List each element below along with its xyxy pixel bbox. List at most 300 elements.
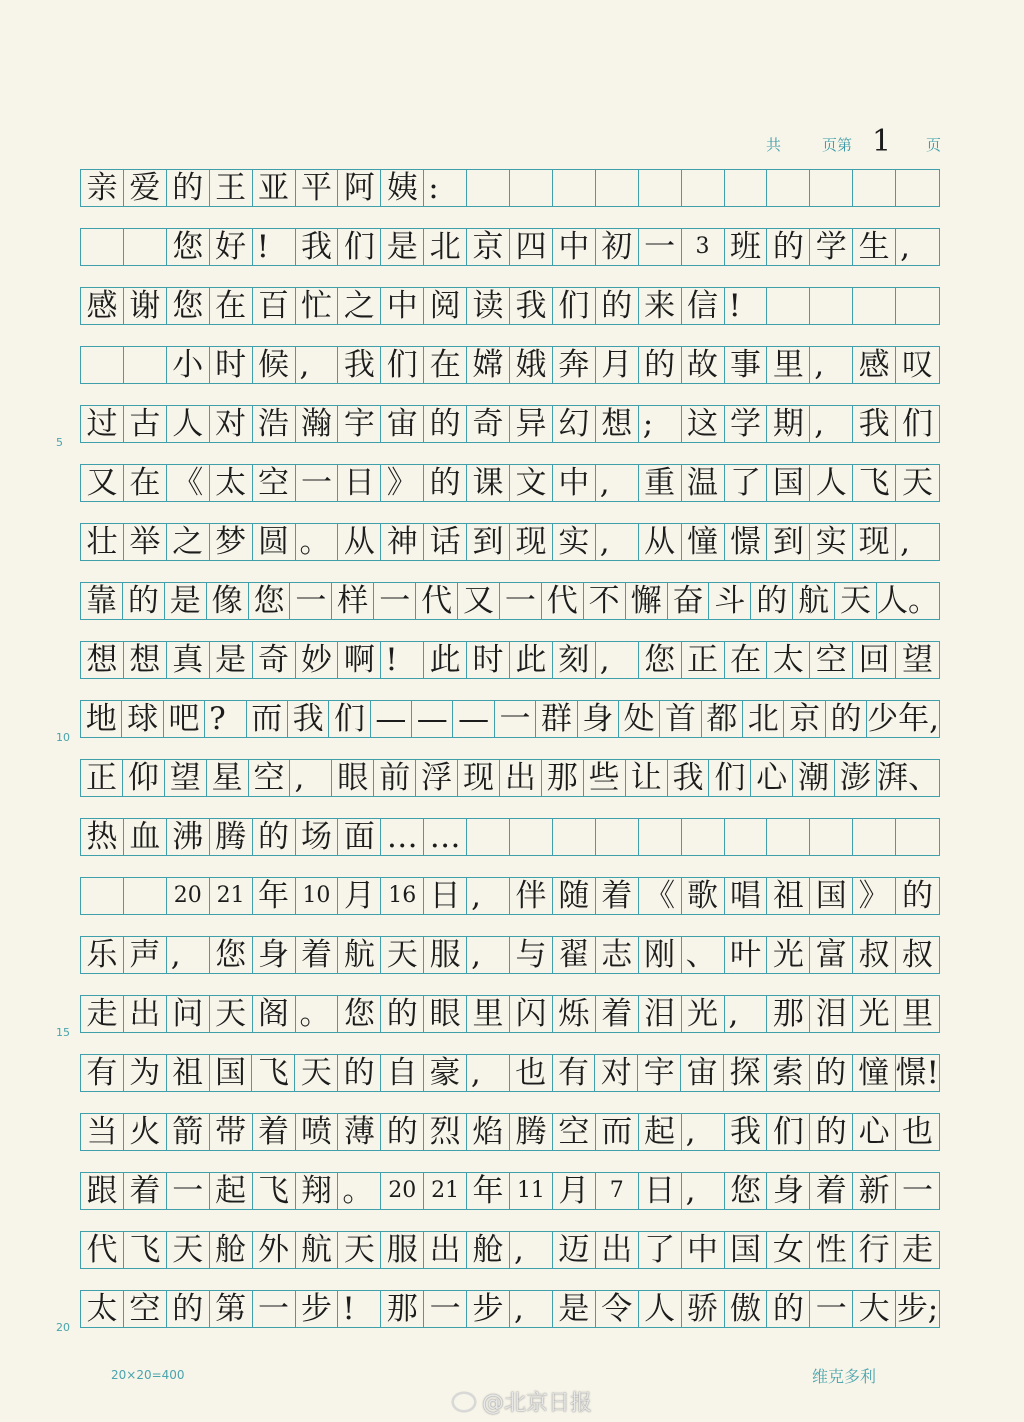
grid-cell: 现: [458, 760, 500, 796]
grid-row: [80, 936, 940, 974]
page-number-label: 页第: [822, 136, 853, 154]
grid-cell: 着: [124, 1173, 167, 1209]
grid-cell: 一: [495, 701, 536, 737]
grid-cell: 您: [725, 1173, 768, 1209]
grid-cell: 过: [81, 406, 124, 442]
grid-row: [80, 1172, 940, 1210]
grid-cell: 一: [500, 583, 542, 619]
grid-cell: 航: [338, 937, 381, 973]
grid-cell: 又: [81, 465, 124, 501]
grid-cell: 到: [767, 524, 810, 560]
grid-cell: 的: [810, 1114, 853, 1150]
grid-cell: 湃、: [877, 759, 939, 796]
grid-cell: 代: [81, 1232, 124, 1268]
grid-cell: 候: [253, 347, 296, 383]
grid-cell: [596, 170, 639, 206]
grid-cell: 们: [381, 347, 424, 383]
grid-cell: 探: [724, 1055, 767, 1091]
grid-cell: 生: [853, 229, 896, 265]
grid-cell: 梦: [210, 524, 253, 560]
grid-cell: 古: [124, 406, 167, 442]
grid-cell: 在: [124, 465, 167, 501]
grid-cell: 正: [81, 760, 123, 796]
grid-cell: 让: [626, 760, 668, 796]
grid-cell: 着: [296, 937, 339, 973]
grid-cell: 叔: [902, 936, 934, 973]
grid-cell: 一: [290, 583, 332, 619]
grid-cell: 那: [542, 760, 584, 796]
grid-cell: 人: [639, 1291, 682, 1327]
grid-cell: 歌: [682, 878, 725, 914]
grid-cell: 中: [553, 465, 596, 501]
grid-cell: 天: [167, 1232, 210, 1268]
grid-cell: 的: [639, 347, 682, 383]
grid-cell: 火: [124, 1114, 167, 1150]
grid-row: [80, 464, 940, 502]
grid-cell: 空: [253, 465, 296, 501]
grid-cell: 对: [210, 406, 253, 442]
grid-cell: 刻: [553, 642, 596, 678]
grid-cell: 月: [553, 1173, 596, 1209]
grid-cell: :: [424, 170, 467, 206]
grid-cell: [896, 819, 939, 855]
grid-cell: [725, 170, 768, 206]
grid-cell: 实: [810, 524, 853, 560]
grid-cell: [553, 819, 596, 855]
grid-cell: 日: [424, 878, 467, 914]
grid-cell: 您: [249, 583, 291, 619]
grid-cell: 祖: [767, 878, 810, 914]
grid-cell: 而: [596, 1114, 639, 1150]
grid-cell: 姨: [381, 170, 424, 206]
grid-cell: 正: [682, 642, 725, 678]
grid-cell: 娥: [510, 347, 553, 383]
grid-cell: 空: [553, 1114, 596, 1150]
grid-cell: 斗: [709, 583, 751, 619]
grid-cell: 澎: [835, 760, 877, 796]
grid-cell: 此: [424, 642, 467, 678]
grid-row: [80, 582, 940, 620]
grid-cell: 重: [639, 465, 682, 501]
grid-cell: [682, 170, 725, 206]
grid-cell: 感: [853, 347, 896, 383]
grid-cell: 而: [247, 701, 288, 737]
grid-cell: ?: [205, 701, 246, 737]
grid-cell: 这: [682, 406, 725, 442]
grid-cell: 血: [124, 819, 167, 855]
grid-cell: ,: [167, 937, 210, 973]
grid-cell: 闪: [510, 996, 553, 1032]
grid-cell: 有: [553, 1055, 596, 1091]
grid-cell: 到: [467, 524, 510, 560]
grid-cell: 《: [639, 878, 682, 914]
grid-cell: [810, 819, 853, 855]
grid-cell: 感: [81, 288, 124, 324]
grid-cell: 小: [167, 347, 210, 383]
grid-cell: 的: [902, 877, 934, 914]
grid-cell: 面: [338, 819, 381, 855]
grid-cell: 也: [902, 1113, 934, 1150]
grid-cell: 服: [381, 1232, 424, 1268]
grid-row: [80, 346, 940, 384]
grid-cell: 航: [793, 583, 835, 619]
grid-cell: 服: [424, 937, 467, 973]
grid-cell: 您: [639, 642, 682, 678]
grid-row: [80, 759, 940, 797]
page-number-value: 1: [872, 124, 892, 159]
grid-cell: ,: [596, 524, 639, 560]
grid-cell: 的: [381, 1114, 424, 1150]
grid-cell: 的: [123, 583, 165, 619]
grid-cell: 又: [458, 583, 500, 619]
grid-cell: 代: [542, 583, 584, 619]
grid-cell: 行: [853, 1232, 896, 1268]
grid-row: [80, 1054, 940, 1092]
grid-cell: 光: [682, 996, 725, 1032]
grid-row: [80, 1290, 940, 1328]
grid-cell: ,: [467, 878, 510, 914]
grid-cell: 想: [81, 642, 124, 678]
grid-cell: 天: [381, 937, 424, 973]
grid-cell: 里: [767, 347, 810, 383]
grid-cell: 国: [810, 878, 853, 914]
grid-cell: 是: [381, 229, 424, 265]
grid-cell: 从: [639, 524, 682, 560]
grid-cell: 我: [288, 701, 329, 737]
grid-cell: 宇: [638, 1055, 681, 1091]
grid-cell: 太: [81, 1291, 124, 1327]
grid-cell: 年: [467, 1173, 510, 1209]
grid-cell: 一: [639, 229, 682, 265]
grid-cell: 太: [767, 642, 810, 678]
grid-cell: 憬: [725, 524, 768, 560]
grid-cell: 出: [500, 760, 542, 796]
grid-cell: [81, 878, 124, 914]
grid-row: [80, 1113, 940, 1151]
grid-cell: 着: [253, 1114, 296, 1150]
line-number: 20: [56, 1321, 70, 1334]
grid-cell: 之: [338, 288, 381, 324]
grid-cell: 在: [424, 347, 467, 383]
grid-cell: 懈: [626, 583, 668, 619]
grid-cell: ,: [510, 1291, 553, 1327]
grid-cell: 平: [296, 170, 339, 206]
grid-cell: ,: [467, 1055, 510, 1091]
grid-cell: 少年,: [867, 700, 939, 737]
grid-cell: ,: [467, 937, 510, 973]
grid-cell: 对: [595, 1055, 638, 1091]
grid-cell: 与: [510, 937, 553, 973]
grid-cell: 中: [381, 288, 424, 324]
grid-cell: 一: [167, 1173, 210, 1209]
grid-cell: 亚: [253, 170, 296, 206]
grid-cell: 前: [374, 760, 416, 796]
grid-cell: 读: [467, 288, 510, 324]
grid-cell: 时: [210, 347, 253, 383]
grid-cell: 想: [124, 642, 167, 678]
grid-cell: 眼: [424, 996, 467, 1032]
grid-spec-label: 20×20=400: [111, 1368, 185, 1382]
grid-cell: 课: [467, 465, 510, 501]
grid-cell: 您: [167, 288, 210, 324]
grid-cell: 一: [424, 1291, 467, 1327]
grid-cell: 身: [578, 701, 619, 737]
grid-cell: [510, 819, 553, 855]
grid-row: [80, 1231, 940, 1269]
grid-cell: 烁: [553, 996, 596, 1032]
grid-cell: [767, 819, 810, 855]
grid-cell: 了: [639, 1232, 682, 1268]
grid-cell: [682, 819, 725, 855]
grid-cell: 日: [338, 465, 381, 501]
grid-cell: 月: [338, 878, 381, 914]
grid-cell: 乐: [81, 937, 124, 973]
grid-cell: 事: [725, 347, 768, 383]
grid-cell: 的: [253, 819, 296, 855]
grid-cell: 出: [424, 1232, 467, 1268]
grid-cell: 嫦: [467, 347, 510, 383]
grid-cell: 是: [165, 583, 207, 619]
grid-cell: 宙: [681, 1055, 724, 1091]
grid-cell: 靠: [81, 583, 123, 619]
grid-cell: 的: [167, 170, 210, 206]
grid-cell: 。: [296, 524, 339, 560]
grid-cell: 王: [210, 170, 253, 206]
grid-cell: 的: [381, 996, 424, 1032]
grid-cell: 3: [682, 229, 725, 265]
page-suffix-label: 页: [926, 136, 942, 154]
grid-cell: 您: [167, 229, 210, 265]
grid-cell: 望: [902, 641, 934, 678]
grid-cell: 想: [596, 406, 639, 442]
line-number: 15: [56, 1026, 70, 1039]
grid-cell: 吧: [164, 701, 205, 737]
grid-cell: 11: [510, 1173, 553, 1209]
grid-cell: 步: [296, 1291, 339, 1327]
grid-cell: 》: [853, 878, 896, 914]
grid-cell: 随: [553, 878, 596, 914]
grid-cell: 宇: [338, 406, 381, 442]
grid-cell: 期: [767, 406, 810, 442]
grid-cell: 烈: [424, 1114, 467, 1150]
grid-cell: 飞: [853, 465, 896, 501]
grid-cell: 京: [784, 701, 825, 737]
grid-cell: 那: [381, 1291, 424, 1327]
grid-cell: ,: [810, 347, 853, 383]
grid-cell: 天: [902, 464, 934, 501]
grid-cell: 憬!: [895, 1054, 939, 1091]
grid-cell: 不: [584, 583, 626, 619]
grid-cell: 宙: [381, 406, 424, 442]
grid-cell: 步: [467, 1291, 510, 1327]
grid-cell: —: [412, 701, 453, 737]
grid-cell: 我: [853, 406, 896, 442]
grid-cell: 心: [853, 1114, 896, 1150]
grid-cell: 7: [596, 1173, 639, 1209]
grid-cell: 从: [338, 524, 381, 560]
grid-cell: 着: [596, 878, 639, 914]
grid-cell: [639, 170, 682, 206]
grid-cell: 北: [743, 701, 784, 737]
grid-row: [80, 228, 940, 266]
grid-cell: 空: [249, 760, 291, 796]
grid-cell: 喷: [296, 1114, 339, 1150]
grid-cell: 温: [682, 465, 725, 501]
grid-cell: ,: [596, 642, 639, 678]
grid-cell: 泪: [810, 996, 853, 1032]
grid-cell: 我: [725, 1114, 768, 1150]
grid-cell: [124, 347, 167, 383]
grid-cell: …: [381, 819, 424, 855]
grid-cell: 您: [210, 937, 253, 973]
grid-cell: 新: [853, 1173, 896, 1209]
grid-cell: 人: [167, 406, 210, 442]
grid-cell: [896, 288, 939, 324]
grid-cell: 的: [767, 229, 810, 265]
grid-cell: 奋: [668, 583, 710, 619]
grid-cell: 热: [81, 819, 124, 855]
grid-cell: 翟: [553, 937, 596, 973]
grid-cell: 们: [709, 760, 751, 796]
grid-cell: 憧: [682, 524, 725, 560]
grid-cell: 一: [374, 583, 416, 619]
grid-cell: 箭: [167, 1114, 210, 1150]
grid-cell: ;: [639, 406, 682, 442]
grid-cell: ,: [900, 228, 910, 265]
grid-cell: 出: [124, 996, 167, 1032]
grid-cell: 自: [381, 1055, 424, 1091]
grid-cell: [596, 819, 639, 855]
grid-cell: 出: [596, 1232, 639, 1268]
grid-cell: 中: [682, 1232, 725, 1268]
grid-cell: 太: [210, 465, 253, 501]
grid-cell: 学: [725, 406, 768, 442]
grid-cell: [767, 288, 810, 324]
grid-cell: 也: [510, 1055, 553, 1091]
grid-cell: 球: [122, 701, 163, 737]
grid-cell: 代: [416, 583, 458, 619]
grid-cell: 阿: [338, 170, 381, 206]
grid-cell: 学: [810, 229, 853, 265]
grid-cell: 飞: [253, 1173, 296, 1209]
grid-cell: ,: [682, 1114, 725, 1150]
grid-cell: 令: [596, 1291, 639, 1327]
grid-cell: 步;: [896, 1290, 939, 1327]
grid-cell: 故: [682, 347, 725, 383]
grid-cell: [767, 170, 810, 206]
line-number: 5: [56, 436, 63, 449]
grid-cell: 薄: [338, 1114, 381, 1150]
grid-cell: 在: [725, 642, 768, 678]
grid-cell: 举: [124, 524, 167, 560]
grid-cell: 百: [253, 288, 296, 324]
grid-cell: 我: [668, 760, 710, 796]
grid-cell: 幻: [553, 406, 596, 442]
grid-cell: 那: [767, 996, 810, 1032]
weibo-icon: [452, 1392, 476, 1412]
grid-cell: 奇: [467, 406, 510, 442]
grid-cell: 的: [751, 583, 793, 619]
grid-cell: 身: [767, 1173, 810, 1209]
grid-cell: 着: [596, 996, 639, 1032]
grid-cell: 了: [725, 465, 768, 501]
grid-cell: ,: [510, 1232, 553, 1268]
grid-cell: 泪: [639, 996, 682, 1032]
grid-cell: 的: [767, 1291, 810, 1327]
grid-cell: 带: [210, 1114, 253, 1150]
grid-cell: 大: [853, 1291, 896, 1327]
grid-cell: [853, 288, 896, 324]
grid-cell: 叔: [853, 937, 896, 973]
grid-cell: 起: [210, 1173, 253, 1209]
grid-cell: 起: [639, 1114, 682, 1150]
grid-cell: 人: [810, 465, 853, 501]
grid-cell: 一: [296, 465, 339, 501]
grid-cell: 里: [467, 996, 510, 1032]
grid-cell: 浩: [253, 406, 296, 442]
grid-cell: 飞: [124, 1232, 167, 1268]
grid-cell: 翔: [296, 1173, 339, 1209]
grid-cell: 天: [835, 583, 877, 619]
grid-cell: 回: [853, 642, 896, 678]
grid-cell: 阁: [253, 996, 296, 1032]
grid-cell: 女: [767, 1232, 810, 1268]
grid-cell: 索: [767, 1055, 810, 1091]
grid-cell: 浮: [416, 760, 458, 796]
grid-cell: 外: [253, 1232, 296, 1268]
grid-cell: 是: [553, 1291, 596, 1327]
grid-cell: 的: [167, 1291, 210, 1327]
grid-cell: 憧: [853, 1055, 896, 1091]
grid-cell: 四: [510, 229, 553, 265]
grid-cell: 21: [210, 878, 253, 914]
grid-cell: 20: [167, 878, 210, 914]
grid-cell: 您: [338, 996, 381, 1032]
grid-cell: 空: [124, 1291, 167, 1327]
grid-cell: 阅: [424, 288, 467, 324]
grid-cell: [81, 347, 124, 383]
grid-cell: 此: [510, 642, 553, 678]
grid-cell: 时: [467, 642, 510, 678]
grid-cell: 光: [767, 937, 810, 973]
grid-cell: 之: [167, 524, 210, 560]
grid-cell: 谢: [124, 288, 167, 324]
grid-cell: 。: [296, 996, 339, 1032]
grid-cell: 地: [81, 701, 122, 737]
grid-cell: 傲: [725, 1291, 768, 1327]
grid-cell: [853, 170, 896, 206]
grid-cell: 年: [253, 878, 296, 914]
grid-row: [80, 405, 940, 443]
grid-cell: 的: [424, 406, 467, 442]
grid-cell: 是: [210, 642, 253, 678]
grid-cell: 们: [338, 229, 381, 265]
grid-cell: 信: [682, 288, 725, 324]
grid-cell: 圆: [253, 524, 296, 560]
grid-cell: [81, 229, 124, 265]
grid-cell: 亲: [81, 170, 124, 206]
grid-cell: [725, 819, 768, 855]
grid-row: [80, 995, 940, 1033]
grid-cell: 着: [810, 1173, 853, 1209]
grid-cell: 舱: [210, 1232, 253, 1268]
grid-cell: 天: [295, 1055, 338, 1091]
grid-cell: 》: [381, 465, 424, 501]
grid-cell: 初: [596, 229, 639, 265]
grid-cell: 第: [210, 1291, 253, 1327]
watermark-text: @北京日报: [482, 1391, 593, 1416]
grid-cell: [124, 878, 167, 914]
